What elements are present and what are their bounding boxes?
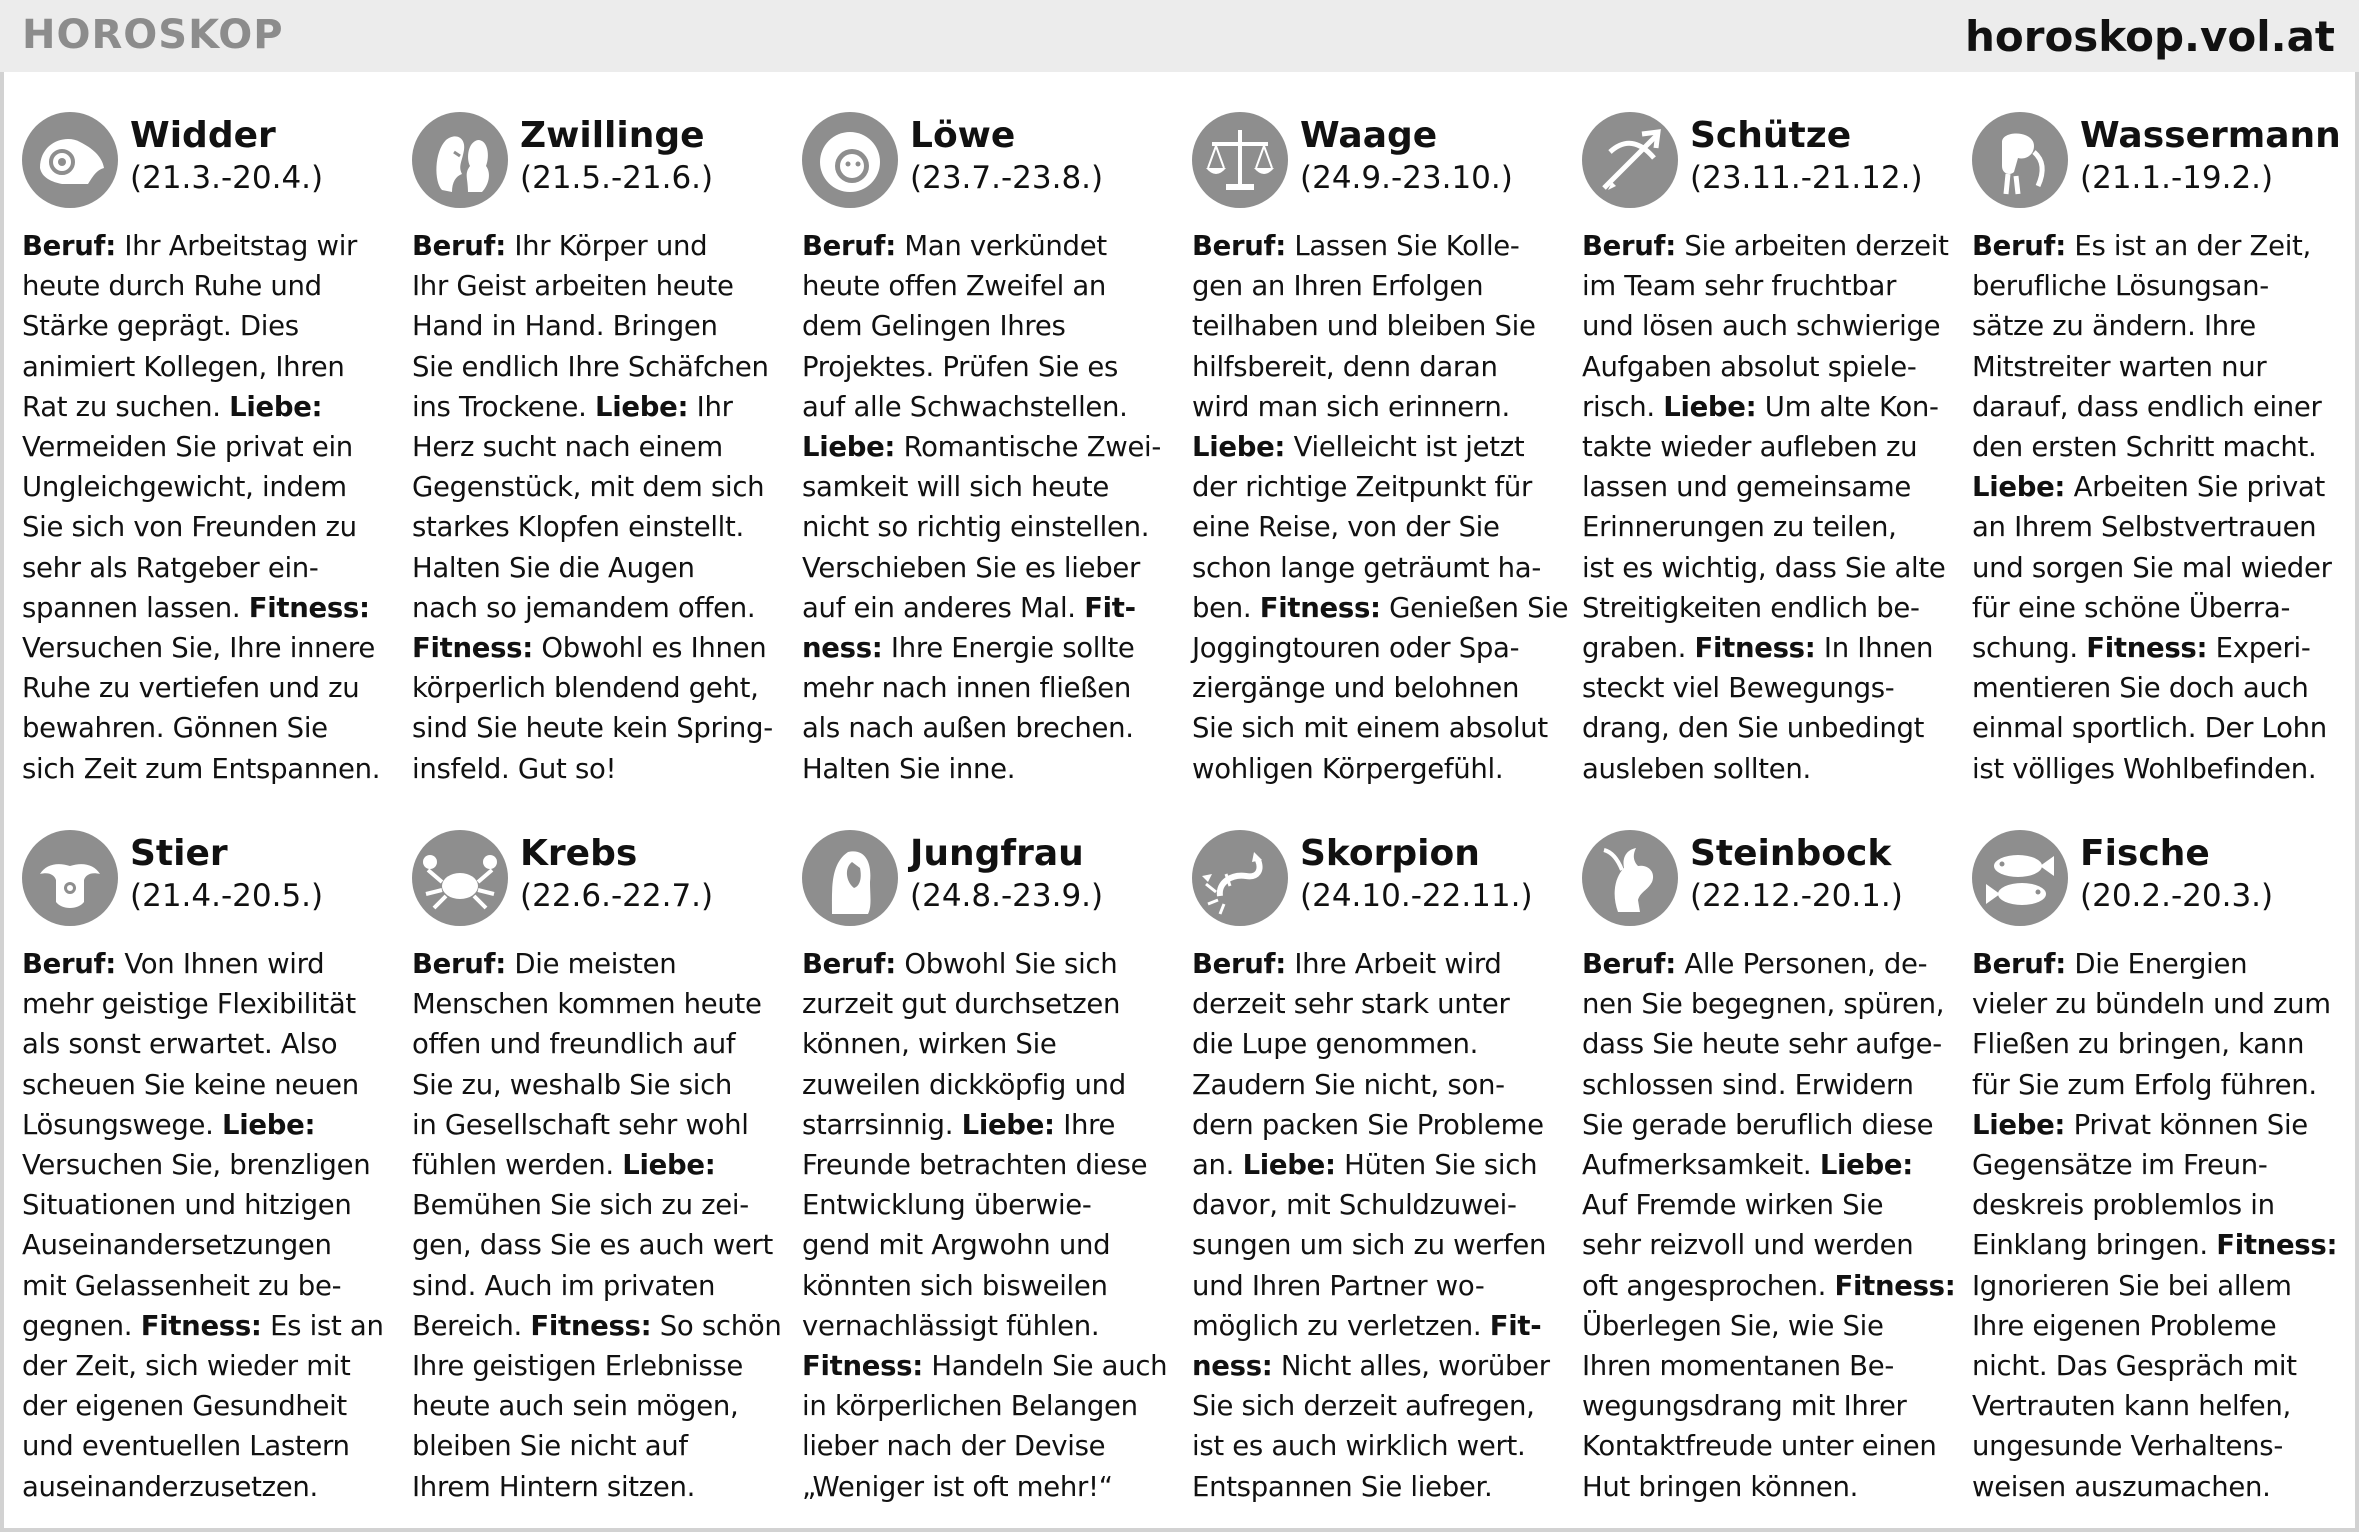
horoscope-text bbox=[1582, 226, 1950, 789]
text-line: Bemühen Sie sich zu zei- bbox=[412, 1189, 749, 1222]
text-line: mehr nach innen fließen bbox=[802, 672, 1131, 705]
text-line: und sorgen Sie mal wieder bbox=[1972, 551, 2332, 584]
text-line: „Weniger ist oft mehr!“ bbox=[802, 1470, 1113, 1503]
text-line: Entwicklung überwie- bbox=[802, 1189, 1092, 1222]
text-line: samkeit will sich heute bbox=[802, 471, 1109, 504]
bull-icon bbox=[22, 830, 118, 926]
text-line: Sie endlich Ihre Schäfchen bbox=[412, 350, 769, 383]
text-line: Menschen kommen heute bbox=[412, 988, 762, 1021]
text-line: Beruf: Obwohl Sie sich bbox=[802, 948, 1118, 980]
ram-icon bbox=[22, 112, 118, 208]
sign-header bbox=[1192, 112, 1560, 208]
text-line: Beruf: Ihre Arbeit wird bbox=[1192, 948, 1502, 980]
text-line: auseinanderzusetzen. bbox=[22, 1470, 318, 1503]
virgin-icon bbox=[802, 830, 898, 926]
horoscope-text bbox=[1972, 944, 2340, 1507]
text-line: ins Trockene. Liebe: Ihr bbox=[412, 390, 733, 423]
text-line: dem Gelingen Ihres bbox=[802, 310, 1066, 343]
text-line: körperlich blendend geht, bbox=[412, 672, 759, 705]
sign-dates: (24.8.-23.9.) bbox=[910, 878, 1104, 914]
text-line: sich Zeit zum Entspannen. bbox=[22, 752, 381, 785]
sign-header bbox=[412, 112, 780, 208]
horoscope-text bbox=[1972, 226, 2340, 789]
text-line: derzeit sehr stark unter bbox=[1192, 988, 1510, 1021]
text-line: Freunde betrachten diese bbox=[802, 1149, 1148, 1182]
text-line: Bereich. Fitness: So schön bbox=[412, 1309, 782, 1342]
sign-card-stier bbox=[22, 830, 390, 1507]
text-line: Stärke geprägt. Dies bbox=[22, 310, 299, 343]
text-line: oft angesprochen. Fitness: bbox=[1582, 1269, 1956, 1302]
text-line: drang, den Sie unbedingt bbox=[1582, 712, 1925, 745]
text-line: animiert Kollegen, Ihren bbox=[22, 350, 345, 383]
text-line: möglich zu verletzen. Fit- bbox=[1192, 1309, 1542, 1342]
text-line: schlossen sind. Erwidern bbox=[1582, 1068, 1914, 1101]
text-line: sungen um sich zu werfen bbox=[1192, 1229, 1547, 1262]
text-line: mehr geistige Flexibilität bbox=[22, 988, 356, 1021]
text-line: der Zeit, sich wieder mit bbox=[22, 1350, 351, 1383]
sign-name: Widder bbox=[130, 115, 276, 156]
sign-header bbox=[1582, 830, 1950, 926]
text-line: sehr reizvoll und werden bbox=[1582, 1229, 1914, 1262]
text-line: Hand in Hand. Bringen bbox=[412, 310, 718, 343]
sign-name: Skorpion bbox=[1300, 833, 1480, 874]
text-line: steckt viel Bewegungs- bbox=[1582, 672, 1895, 705]
text-line: ausleben sollten. bbox=[1582, 752, 1811, 785]
text-line: Sie sich derzeit aufregen, bbox=[1192, 1390, 1535, 1423]
text-line: als nach außen brechen. bbox=[802, 712, 1134, 745]
horoscope-text bbox=[802, 226, 1170, 789]
text-line: mit Gelassenheit zu be- bbox=[22, 1269, 342, 1302]
section-title: HOROSKOP bbox=[22, 12, 284, 58]
sign-name: Löwe bbox=[910, 115, 1016, 156]
sign-dates: (24.9.-23.10.) bbox=[1300, 160, 1513, 196]
text-line: nicht so richtig einstellen. bbox=[802, 511, 1150, 544]
text-line: Beruf: Alle Personen, de- bbox=[1582, 948, 1928, 980]
horoscope-text bbox=[1582, 944, 1956, 1507]
sign-name: Steinbock bbox=[1690, 833, 1892, 874]
sign-dates: (20.2.-20.3.) bbox=[2080, 878, 2274, 914]
text-line: Erinnerungen zu teilen, bbox=[1582, 511, 1897, 544]
text-line: Fitness: Obwohl es Ihnen bbox=[412, 632, 767, 665]
sign-card-skorpion bbox=[1192, 830, 1560, 1507]
text-line: und Ihren Partner wo- bbox=[1192, 1269, 1485, 1302]
text-line: an Ihrem Selbstvertrauen bbox=[1972, 511, 2317, 544]
text-line: Sie sich mit einem absolut bbox=[1192, 712, 1548, 745]
sign-header bbox=[22, 830, 390, 926]
text-line: in Gesellschaft sehr wohl bbox=[412, 1108, 749, 1141]
text-line: Lösungswege. Liebe: bbox=[22, 1108, 316, 1141]
text-line: insfeld. Gut so! bbox=[412, 752, 617, 785]
text-line: an. Liebe: Hüten Sie sich bbox=[1192, 1149, 1538, 1182]
sign-card-wassermann bbox=[1972, 112, 2340, 789]
text-line: Liebe: Privat können Sie bbox=[1972, 1108, 2308, 1141]
sign-name: Fische bbox=[2080, 833, 2210, 874]
text-line: wegungsdrang mit Ihrer bbox=[1582, 1390, 1907, 1423]
text-line: Liebe: Arbeiten Sie privat bbox=[1972, 471, 2325, 504]
text-line: Gegensätze im Freun- bbox=[1972, 1149, 2268, 1182]
text-line: Fitness: Handeln Sie auch bbox=[802, 1350, 1168, 1383]
sign-card-fische bbox=[1972, 830, 2340, 1507]
text-line: zurzeit gut durchsetzen bbox=[802, 988, 1121, 1021]
text-line: ziergänge und belohnen bbox=[1192, 672, 1520, 705]
crab-icon bbox=[412, 830, 508, 926]
text-line: graben. Fitness: In Ihnen bbox=[1582, 632, 1934, 665]
sign-header bbox=[1972, 112, 2340, 208]
text-line: Sie gerade beruflich diese bbox=[1582, 1108, 1934, 1141]
sign-card-schütze bbox=[1582, 112, 1950, 789]
text-line: teilhaben und bleiben Sie bbox=[1192, 310, 1536, 343]
text-line: der eigenen Gesundheit bbox=[22, 1390, 347, 1423]
text-line: gen an Ihren Erfolgen bbox=[1192, 270, 1484, 303]
text-line: Beruf: Ihr Körper und bbox=[412, 230, 708, 262]
sign-card-steinbock bbox=[1582, 830, 1956, 1507]
text-line: als sonst erwartet. Also bbox=[22, 1028, 338, 1061]
text-line: Halten Sie inne. bbox=[802, 752, 1016, 785]
sign-header bbox=[802, 830, 1170, 926]
text-line: Fließen zu bringen, kann bbox=[1972, 1028, 2305, 1061]
text-line: Ihre eigenen Probleme bbox=[1972, 1309, 2277, 1342]
text-line: Ihrem Hintern sitzen. bbox=[412, 1470, 696, 1503]
text-line: könnten sich bisweilen bbox=[802, 1269, 1108, 1302]
sign-name: Wassermann bbox=[2080, 115, 2341, 156]
lion-icon bbox=[802, 112, 898, 208]
scales-icon bbox=[1192, 112, 1288, 208]
text-line: ist völliges Wohlbefinden. bbox=[1972, 752, 2317, 785]
text-line: Verschieben Sie es lieber bbox=[802, 551, 1141, 584]
text-line: nen Sie begegnen, spüren, bbox=[1582, 988, 1945, 1021]
sign-header bbox=[1972, 830, 2340, 926]
sign-name: Jungfrau bbox=[910, 833, 1084, 874]
sign-header bbox=[1192, 830, 1560, 926]
text-line: auf ein anderes Mal. Fit- bbox=[802, 591, 1136, 624]
text-line: Beruf: Lassen Sie Kolle- bbox=[1192, 230, 1520, 262]
sign-dates: (21.5.-21.6.) bbox=[520, 160, 714, 196]
sign-dates: (23.11.-21.12.) bbox=[1690, 160, 1923, 196]
text-line: Aufgaben absolut spiele- bbox=[1582, 350, 1917, 383]
sign-name: Krebs bbox=[520, 833, 638, 874]
text-line: Beruf: Die Energien bbox=[1972, 948, 2248, 980]
text-line: Beruf: Ihr Arbeitstag wir bbox=[22, 230, 358, 262]
sign-name: Stier bbox=[130, 833, 228, 874]
text-line: Liebe: Romantische Zwei- bbox=[802, 431, 1162, 464]
text-line: Vertrauten kann helfen, bbox=[1972, 1390, 2291, 1423]
text-line: nicht. Das Gespräch mit bbox=[1972, 1350, 2297, 1383]
text-line: darauf, dass endlich einer bbox=[1972, 390, 2322, 423]
horoscope-text bbox=[1192, 944, 1560, 1507]
archer-icon bbox=[1582, 112, 1678, 208]
text-line: die Lupe genommen. bbox=[1192, 1028, 1479, 1061]
text-line: ungesunde Verhaltens- bbox=[1972, 1430, 2283, 1463]
text-line: ness: Ihre Energie sollte bbox=[802, 632, 1135, 665]
text-line: Mitstreiter warten nur bbox=[1972, 350, 2267, 383]
scorpion-icon bbox=[1192, 830, 1288, 926]
text-line: dass Sie heute sehr aufge- bbox=[1582, 1028, 1942, 1061]
sign-header bbox=[1582, 112, 1950, 208]
text-line: scheuen Sie keine neuen bbox=[22, 1068, 359, 1101]
sign-dates: (22.6.-22.7.) bbox=[520, 878, 714, 914]
text-line: einmal sportlich. Der Lohn bbox=[1972, 712, 2327, 745]
sign-card-waage bbox=[1192, 112, 1569, 789]
text-line: Überlegen Sie, wie Sie bbox=[1582, 1309, 1884, 1342]
text-line: für Sie zum Erfolg führen. bbox=[1972, 1068, 2317, 1101]
sign-name: Zwillinge bbox=[520, 115, 705, 156]
text-line: starrsinnig. Liebe: Ihre bbox=[802, 1108, 1116, 1141]
sign-header bbox=[22, 112, 390, 208]
text-line: ist es auch wirklich wert. bbox=[1192, 1430, 1526, 1463]
text-line: Einklang bringen. Fitness: bbox=[1972, 1229, 2338, 1262]
sign-name: Waage bbox=[1300, 115, 1438, 156]
text-line: spannen lassen. Fitness: bbox=[22, 591, 370, 624]
text-line: weisen auszumachen. bbox=[1972, 1470, 2271, 1503]
text-line: Beruf: Man verkündet bbox=[802, 230, 1107, 262]
text-line: gegnen. Fitness: Es ist an bbox=[22, 1309, 384, 1342]
horoscope-text bbox=[802, 944, 1170, 1507]
text-line: heute auch sein mögen, bbox=[412, 1390, 739, 1423]
horoscope-text bbox=[22, 226, 390, 789]
text-line: Auf Fremde wirken Sie bbox=[1582, 1189, 1884, 1222]
sign-header bbox=[412, 830, 780, 926]
sign-dates: (21.1.-19.2.) bbox=[2080, 160, 2274, 196]
text-line: auf alle Schwachstellen. bbox=[802, 390, 1128, 423]
text-line: Ihren momentanen Be- bbox=[1582, 1350, 1894, 1383]
text-line: lassen und gemeinsame bbox=[1582, 471, 1912, 504]
text-line: Beruf: Sie arbeiten derzeit bbox=[1582, 230, 1949, 262]
text-line: Hut bringen können. bbox=[1582, 1470, 1859, 1503]
sign-dates: (22.12.-20.1.) bbox=[1690, 878, 1903, 914]
text-line: den ersten Schritt macht. bbox=[1972, 431, 2317, 464]
text-line: wird man sich erinnern. bbox=[1192, 390, 1510, 423]
sign-card-widder bbox=[22, 112, 390, 789]
text-line: sehr als Ratgeber ein- bbox=[22, 551, 319, 584]
text-line: gend mit Argwohn und bbox=[802, 1229, 1111, 1262]
text-line: Zaudern Sie nicht, son- bbox=[1192, 1068, 1505, 1101]
sign-name: Schütze bbox=[1690, 115, 1852, 156]
text-line: Ruhe zu vertiefen und zu bbox=[22, 672, 360, 705]
text-line: bewahren. Gönnen Sie bbox=[22, 712, 328, 745]
sign-dates: (23.7.-23.8.) bbox=[910, 160, 1104, 196]
text-line: heute durch Ruhe und bbox=[22, 270, 322, 303]
text-line: starkes Klopfen einstellt. bbox=[412, 511, 744, 544]
text-line: wohligen Körpergefühl. bbox=[1192, 752, 1504, 785]
text-line: Projektes. Prüfen Sie es bbox=[802, 350, 1119, 383]
text-line: Streitigkeiten endlich be- bbox=[1582, 591, 1920, 624]
text-line: Ungleichgewicht, indem bbox=[22, 471, 347, 504]
capricorn-icon bbox=[1582, 830, 1678, 926]
text-line: takte wieder aufleben zu bbox=[1582, 431, 1918, 464]
text-line: lieber nach der Devise bbox=[802, 1430, 1106, 1463]
sign-card-löwe bbox=[802, 112, 1170, 789]
water-bearer-icon bbox=[1972, 112, 2068, 208]
text-line: Beruf: Von Ihnen wird bbox=[22, 948, 325, 980]
sign-header bbox=[802, 112, 1170, 208]
text-line: sätze zu ändern. Ihre bbox=[1972, 310, 2256, 343]
text-line: eine Reise, von der Sie bbox=[1192, 511, 1500, 544]
text-line: schung. Fitness: Experi- bbox=[1972, 632, 2311, 665]
text-line: Gegenstück, mit dem sich bbox=[412, 471, 765, 504]
text-line: Ignorieren Sie bei allem bbox=[1972, 1269, 2292, 1302]
text-line: im Team sehr fruchtbar bbox=[1582, 270, 1897, 303]
text-line: Vermeiden Sie privat ein bbox=[22, 431, 353, 464]
text-line: Rat zu suchen. Liebe: bbox=[22, 390, 323, 423]
text-line: bleiben Sie nicht auf bbox=[412, 1430, 688, 1463]
text-line: Aufmerksamkeit. Liebe: bbox=[1582, 1149, 1913, 1182]
text-line: Versuchen Sie, Ihre innere bbox=[22, 632, 375, 665]
horoscope-text bbox=[1192, 226, 1569, 789]
fish-icon bbox=[1972, 830, 2068, 926]
header-bar bbox=[0, 0, 2359, 72]
text-line: berufliche Lösungsan- bbox=[1972, 270, 2269, 303]
text-line: gen, dass Sie es auch wert bbox=[412, 1229, 774, 1262]
sign-card-krebs bbox=[412, 830, 780, 1507]
text-line: ist es wichtig, dass Sie alte bbox=[1582, 551, 1946, 584]
text-line: Liebe: Vielleicht ist jetzt bbox=[1192, 431, 1525, 464]
text-line: für eine schöne Überra- bbox=[1972, 591, 2291, 624]
text-line: Auseinandersetzungen bbox=[22, 1229, 332, 1262]
text-line: mentieren Sie doch auch bbox=[1972, 672, 2309, 705]
text-line: Halten Sie die Augen bbox=[412, 551, 695, 584]
text-line: Beruf: Es ist an der Zeit, bbox=[1972, 230, 2311, 262]
text-line: deskreis problemlos in bbox=[1972, 1189, 2275, 1222]
text-line: schon lange geträumt ha- bbox=[1192, 551, 1541, 584]
text-line: ben. Fitness: Genießen Sie bbox=[1192, 591, 1569, 624]
site-url[interactable]: horoskop.vol.at bbox=[1964, 12, 2335, 61]
sign-dates: (21.3.-20.4.) bbox=[130, 160, 324, 196]
horoscope-text bbox=[22, 944, 390, 1507]
text-line: Herz sucht nach einem bbox=[412, 431, 723, 464]
text-line: fühlen werden. Liebe: bbox=[412, 1149, 716, 1182]
text-line: davor, mit Schuldzuwei- bbox=[1192, 1189, 1517, 1222]
twins-icon bbox=[412, 112, 508, 208]
text-line: hilfsbereit, denn daran bbox=[1192, 350, 1498, 383]
text-line: Sie zu, weshalb Sie sich bbox=[412, 1068, 733, 1101]
horoscope-text bbox=[412, 226, 780, 789]
text-line: vernachlässigt fühlen. bbox=[802, 1309, 1100, 1342]
sign-dates: (21.4.-20.5.) bbox=[130, 878, 324, 914]
text-line: und eventuellen Lastern bbox=[22, 1430, 350, 1463]
text-line: heute offen Zweifel an bbox=[802, 270, 1107, 303]
text-line: Entspannen Sie lieber. bbox=[1192, 1470, 1493, 1503]
text-line: vieler zu bündeln und zum bbox=[1972, 988, 2331, 1021]
text-line: der richtige Zeitpunkt für bbox=[1192, 471, 1533, 504]
text-line: ness: Nicht alles, worüber bbox=[1192, 1350, 1550, 1383]
text-line: offen und freundlich auf bbox=[412, 1028, 736, 1061]
text-line: in körperlichen Belangen bbox=[802, 1390, 1138, 1423]
text-line: risch. Liebe: Um alte Kon- bbox=[1582, 390, 1939, 423]
text-line: Ihre geistigen Erlebnisse bbox=[412, 1350, 744, 1383]
text-line: Situationen und hitzigen bbox=[22, 1189, 352, 1222]
text-line: Sie sich von Freunden zu bbox=[22, 511, 357, 544]
text-line: nach so jemandem offen. bbox=[412, 591, 756, 624]
sign-dates: (24.10.-22.11.) bbox=[1300, 878, 1533, 914]
text-line: sind. Auch im privaten bbox=[412, 1269, 716, 1302]
text-line: Kontaktfreude unter einen bbox=[1582, 1430, 1937, 1463]
text-line: zuweilen dickköpfig und bbox=[802, 1068, 1126, 1101]
text-line: Joggingtouren oder Spa- bbox=[1192, 632, 1520, 665]
text-line: Versuchen Sie, brenzligen bbox=[22, 1149, 371, 1182]
text-line: und lösen auch schwierige bbox=[1582, 310, 1941, 343]
text-line: Beruf: Die meisten bbox=[412, 948, 677, 980]
sign-card-jungfrau bbox=[802, 830, 1170, 1507]
horoscope-text bbox=[412, 944, 780, 1507]
sign-card-zwillinge bbox=[412, 112, 780, 789]
text-line: Ihr Geist arbeiten heute bbox=[412, 270, 734, 303]
text-line: können, wirken Sie bbox=[802, 1028, 1057, 1061]
text-line: dern packen Sie Probleme bbox=[1192, 1108, 1544, 1141]
text-line: sind Sie heute kein Spring- bbox=[412, 712, 773, 745]
